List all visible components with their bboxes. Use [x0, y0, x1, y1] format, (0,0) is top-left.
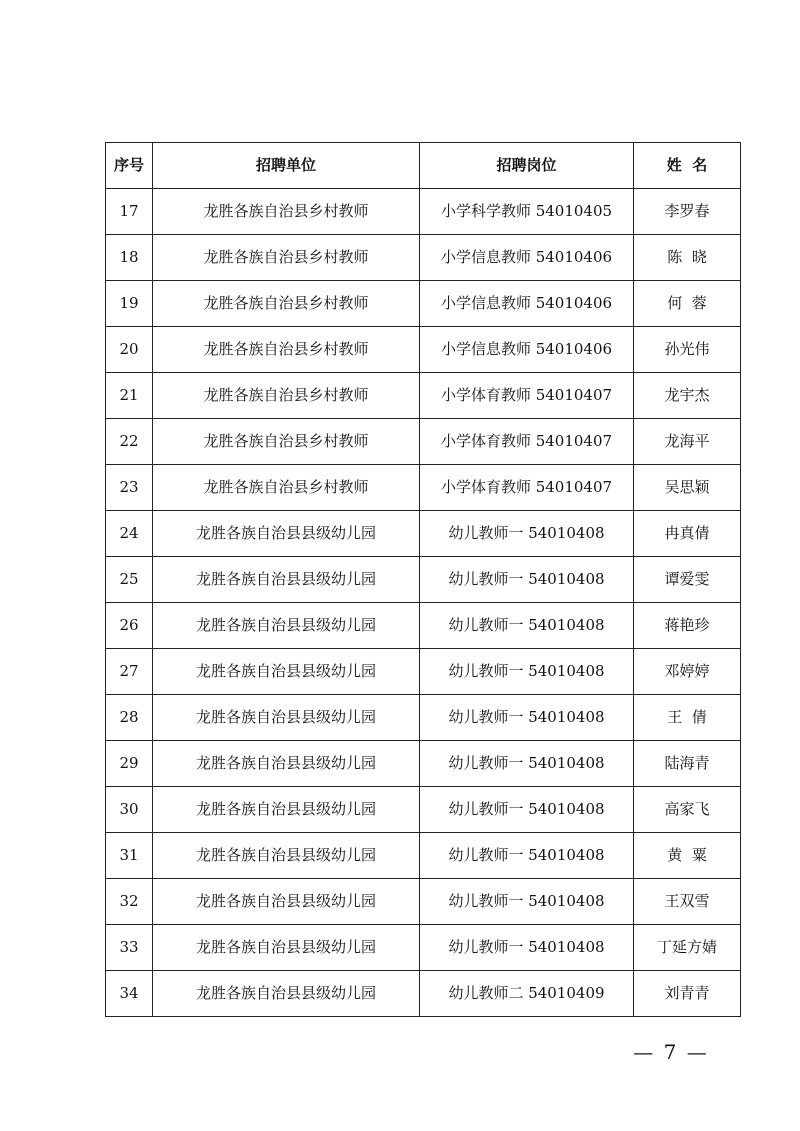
cell-name: 吴思颖	[634, 465, 741, 511]
cell-seq: 23	[106, 465, 153, 511]
cell-post: 幼儿教师一 54010408	[420, 511, 634, 557]
table-row	[106, 373, 741, 419]
cell-unit: 龙胜各族自治县乡村教师	[153, 281, 420, 327]
cell-post: 幼儿教师一 54010408	[420, 741, 634, 787]
table-header	[106, 143, 741, 189]
cell-unit: 龙胜各族自治县县级幼儿园	[153, 879, 420, 925]
table-row	[106, 511, 741, 557]
cell-unit: 龙胜各族自治县乡村教师	[153, 189, 420, 235]
cell-post: 小学体育教师 54010407	[420, 419, 634, 465]
cell-name: 孙光伟	[634, 327, 741, 373]
cell-post: 小学信息教师 54010406	[420, 327, 634, 373]
cell-seq: 28	[106, 695, 153, 741]
table-row	[106, 925, 741, 971]
table-row	[106, 833, 741, 879]
cell-name: 陆海青	[634, 741, 741, 787]
cell-post: 小学科学教师 54010405	[420, 189, 634, 235]
cell-post: 幼儿教师一 54010408	[420, 787, 634, 833]
cell-name: 冉真倩	[634, 511, 741, 557]
cell-seq: 17	[106, 189, 153, 235]
cell-unit: 龙胜各族自治县乡村教师	[153, 235, 420, 281]
cell-post: 幼儿教师二 54010409	[420, 971, 634, 1017]
cell-unit: 龙胜各族自治县县级幼儿园	[153, 787, 420, 833]
header-post: 招聘岗位	[420, 143, 634, 189]
cell-post: 幼儿教师一 54010408	[420, 649, 634, 695]
cell-post: 幼儿教师一 54010408	[420, 925, 634, 971]
cell-seq: 32	[106, 879, 153, 925]
cell-name: 刘青青	[634, 971, 741, 1017]
cell-name: 陈 晓	[634, 235, 741, 281]
table-row	[106, 465, 741, 511]
table-row	[106, 649, 741, 695]
cell-name: 王双雪	[634, 879, 741, 925]
cell-seq: 33	[106, 925, 153, 971]
cell-name: 王 倩	[634, 695, 741, 741]
cell-seq: 25	[106, 557, 153, 603]
header-row	[106, 143, 741, 189]
table-row	[106, 741, 741, 787]
table-body	[106, 189, 741, 1017]
cell-unit: 龙胜各族自治县乡村教师	[153, 419, 420, 465]
cell-seq: 18	[106, 235, 153, 281]
cell-name: 丁延方婧	[634, 925, 741, 971]
header-unit: 招聘单位	[153, 143, 420, 189]
cell-unit: 龙胜各族自治县县级幼儿园	[153, 833, 420, 879]
cell-name: 高家飞	[634, 787, 741, 833]
cell-name: 龙海平	[634, 419, 741, 465]
header-seq: 序号	[106, 143, 153, 189]
cell-post: 幼儿教师一 54010408	[420, 695, 634, 741]
table-row	[106, 281, 741, 327]
cell-post: 小学体育教师 54010407	[420, 465, 634, 511]
cell-post: 幼儿教师一 54010408	[420, 833, 634, 879]
cell-seq: 34	[106, 971, 153, 1017]
cell-post: 小学体育教师 54010407	[420, 373, 634, 419]
cell-post: 幼儿教师一 54010408	[420, 603, 634, 649]
table-row	[106, 189, 741, 235]
cell-name: 蒋艳珍	[634, 603, 741, 649]
cell-unit: 龙胜各族自治县乡村教师	[153, 327, 420, 373]
cell-unit: 龙胜各族自治县县级幼儿园	[153, 925, 420, 971]
cell-post: 小学信息教师 54010406	[420, 235, 634, 281]
cell-seq: 30	[106, 787, 153, 833]
cell-post: 幼儿教师一 54010408	[420, 879, 634, 925]
table-row	[106, 787, 741, 833]
table-row	[106, 557, 741, 603]
cell-unit: 龙胜各族自治县县级幼儿园	[153, 971, 420, 1017]
header-name: 姓 名	[634, 143, 741, 189]
cell-seq: 20	[106, 327, 153, 373]
cell-post: 小学信息教师 54010406	[420, 281, 634, 327]
cell-seq: 21	[106, 373, 153, 419]
table-row	[106, 603, 741, 649]
table-row	[106, 971, 741, 1017]
table-row	[106, 327, 741, 373]
cell-post: 幼儿教师一 54010408	[420, 557, 634, 603]
cell-name: 黄 粟	[634, 833, 741, 879]
cell-name: 龙宇杰	[634, 373, 741, 419]
cell-seq: 27	[106, 649, 153, 695]
cell-unit: 龙胜各族自治县县级幼儿园	[153, 649, 420, 695]
cell-seq: 29	[106, 741, 153, 787]
cell-unit: 龙胜各族自治县县级幼儿园	[153, 511, 420, 557]
cell-unit: 龙胜各族自治县县级幼儿园	[153, 695, 420, 741]
cell-seq: 22	[106, 419, 153, 465]
cell-seq: 31	[106, 833, 153, 879]
table-row	[106, 695, 741, 741]
recruitment-table	[105, 142, 741, 1017]
table-row	[106, 235, 741, 281]
cell-unit: 龙胜各族自治县县级幼儿园	[153, 741, 420, 787]
page-number: — 7 —	[633, 1040, 709, 1064]
cell-name: 邓婷婷	[634, 649, 741, 695]
cell-unit: 龙胜各族自治县县级幼儿园	[153, 603, 420, 649]
cell-seq: 19	[106, 281, 153, 327]
cell-name: 李罗春	[634, 189, 741, 235]
table-row	[106, 419, 741, 465]
cell-unit: 龙胜各族自治县乡村教师	[153, 373, 420, 419]
cell-seq: 24	[106, 511, 153, 557]
cell-name: 何 蓉	[634, 281, 741, 327]
table-row	[106, 879, 741, 925]
cell-unit: 龙胜各族自治县乡村教师	[153, 465, 420, 511]
cell-name: 谭爱雯	[634, 557, 741, 603]
cell-unit: 龙胜各族自治县县级幼儿园	[153, 557, 420, 603]
cell-seq: 26	[106, 603, 153, 649]
